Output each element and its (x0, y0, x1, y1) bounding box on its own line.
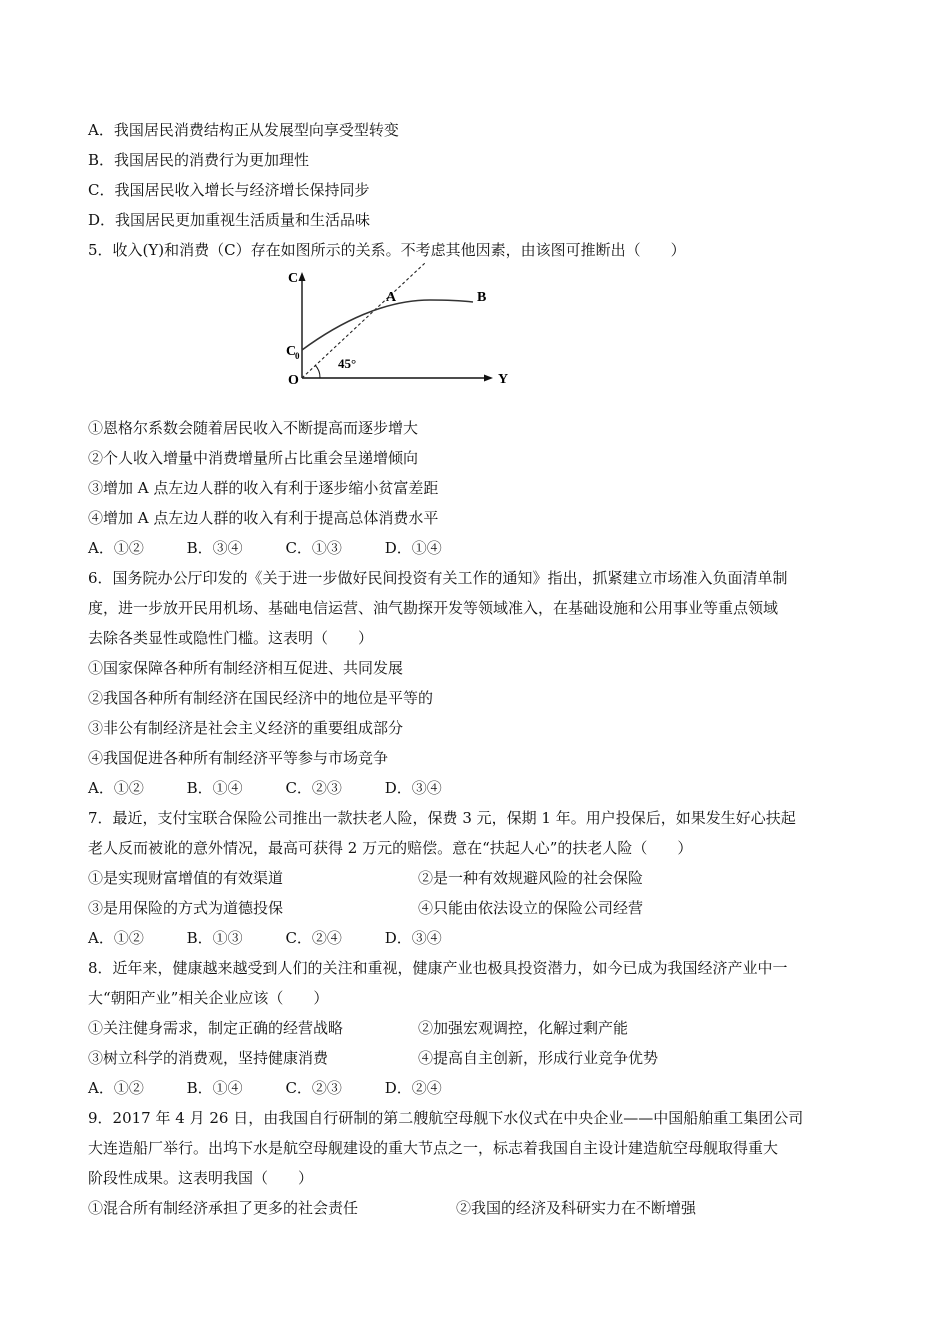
q4-option-a: A．我国居民消费结构正从发展型向享受型转变 (88, 121, 399, 139)
label-b: B (477, 290, 487, 305)
q9-stem-line-3: 阶段性成果。这表明我国（ ） (88, 1169, 314, 1187)
q4-option-b: B．我国居民的消费行为更加理性 (88, 151, 310, 169)
q5-choices (88, 538, 480, 558)
q8-choice-c: C．②③ (285, 1079, 342, 1097)
q6-choice-b: B．①④ (186, 779, 243, 797)
q8-item-4: ④提高自主创新，形成行业竞争优势 (418, 1049, 659, 1067)
q8-item-1: ①关注健身需求，制定正确的经营战略 (88, 1019, 344, 1037)
q9-item-2: ②我国的经济及科研实力在不断增强 (456, 1199, 697, 1217)
q5-choice-d: D．①④ (384, 539, 442, 557)
q6-item-1: ①国家保障各种所有制经济相互促进、共同发展 (88, 659, 404, 677)
q7-choice-c: C．②④ (285, 929, 342, 947)
q8-choices (88, 1078, 480, 1098)
q6-item-3: ③非公有制经济是社会主义经济的重要组成部分 (88, 719, 404, 737)
q7-choice-a: A．①② (88, 929, 144, 947)
q9-stem-line-2: 大连造船厂举行。出坞下水是航空母舰建设的重大节点之一，标志着我国自主设计建造航空母舰取得重大 (88, 1139, 779, 1157)
q9-stem-line-1: 9．2017 年 4 月 26 日，由我国自行研制的第二艘航空母舰下水仪式在中央企业——中国船舶重工集团公司 (88, 1109, 804, 1127)
q8-choice-d: D．②④ (384, 1079, 442, 1097)
q6-choice-a: A．①② (88, 779, 144, 797)
income-consumption-figure (280, 262, 520, 392)
q5-item-4: ④增加 A 点左边人群的收入有利于提高总体消费水平 (88, 509, 439, 527)
q7-items-row-1 (88, 868, 643, 888)
q6-item-4: ④我国促进各种所有制经济平等参与市场竞争 (88, 749, 389, 767)
q8-choice-a: A．①② (88, 1079, 144, 1097)
q7-item-3: ③是用保险的方式为道德投保 (88, 899, 284, 917)
q6-stem-line-1: 6．国务院办公厅印发的《关于进一步做好民间投资有关工作的通知》指出，抓紧建立市场准入负面清单制 (88, 569, 788, 587)
label-c: C (288, 271, 299, 286)
q7-choice-b: B．①③ (186, 929, 243, 947)
q6-choice-c: C．②③ (285, 779, 342, 797)
dashed-45-line (302, 262, 456, 378)
c-axis-arrow (299, 272, 306, 281)
q7-item-2: ②是一种有效规避风险的社会保险 (418, 869, 644, 887)
q8-items-row-2 (88, 1048, 658, 1068)
y-axis-arrow (484, 375, 493, 382)
label-c0-sub: 0 (295, 351, 300, 361)
q5-choice-c: C．①③ (285, 539, 342, 557)
label-angle: 45° (338, 356, 357, 371)
q4-option-d: D．我国居民更加重视生活质量和生活品味 (88, 211, 371, 229)
q8-stem-line-2: 大“朝阳产业”相关企业应该（ ） (88, 989, 329, 1007)
q5-choice-b: B．③④ (186, 539, 243, 557)
q6-stem-line-3: 去除各类显性或隐性门槛。这表明（ ） (88, 629, 374, 647)
q6-stem-line-2: 度，进一步放开民用机场、基础电信运营、油气勘探开发等领域准入，在基础设施和公用事业等重点领域 (88, 599, 779, 617)
q9-item-1: ①混合所有制经济承担了更多的社会责任 (88, 1199, 359, 1217)
q7-item-1: ①是实现财富增值的有效渠道 (88, 869, 284, 887)
q5-item-1: ①恩格尔系数会随着居民收入不断提高而逐步增大 (88, 419, 419, 437)
label-c0: C (286, 344, 297, 359)
label-a: A (386, 290, 397, 305)
q7-choices (88, 928, 480, 948)
consumption-curve (302, 300, 473, 350)
q6-choice-d: D．③④ (384, 779, 442, 797)
q8-item-2: ②加强宏观调控，化解过剩产能 (418, 1019, 629, 1037)
q8-items-row-1 (88, 1018, 628, 1038)
q9-items-row-1 (88, 1198, 696, 1218)
q4-option-c: C．我国居民收入增长与经济增长保持同步 (88, 181, 370, 199)
angle-arc (315, 365, 320, 378)
q6-choices (88, 778, 480, 798)
q8-choice-b: B．①④ (186, 1079, 243, 1097)
q7-choice-d: D．③④ (384, 929, 442, 947)
q8-item-3: ③树立科学的消费观，坚持健康消费 (88, 1049, 329, 1067)
q5-choice-a: A．①② (88, 539, 144, 557)
q8-stem-line-1: 8．近年来，健康越来越受到人们的关注和重视，健康产业也极具投资潜力，如今已成为我国经济产业中一 (88, 959, 788, 977)
q7-item-4: ④只能由依法设立的保险公司经营 (418, 899, 644, 917)
q7-items-row-2 (88, 898, 643, 918)
q5-item-3: ③增加 A 点左边人群的收入有利于逐步缩小贫富差距 (88, 479, 439, 497)
q7-stem-line-2: 老人反而被讹的意外情况，最高可获得 2 万元的赔偿。意在“扶起人心”的扶老人险（ ） (88, 839, 693, 857)
q6-item-2: ②我国各种所有制经济在国民经济中的地位是平等的 (88, 689, 434, 707)
q5-item-2: ②个人收入增量中消费增量所占比重会呈递增倾向 (88, 449, 419, 467)
q7-stem-line-1: 7．最近，支付宝联合保险公司推出一款扶老人险，保费 3 元，保期 1 年。用户投保后，如果发生好心扶起 (88, 809, 796, 827)
label-y: Y (498, 372, 509, 387)
label-o: O (288, 373, 299, 388)
q5-stem: 5．收入(Y)和消费（C）存在如图所示的关系。不考虑其他因素，由该图可推断出（ ） (88, 241, 686, 259)
